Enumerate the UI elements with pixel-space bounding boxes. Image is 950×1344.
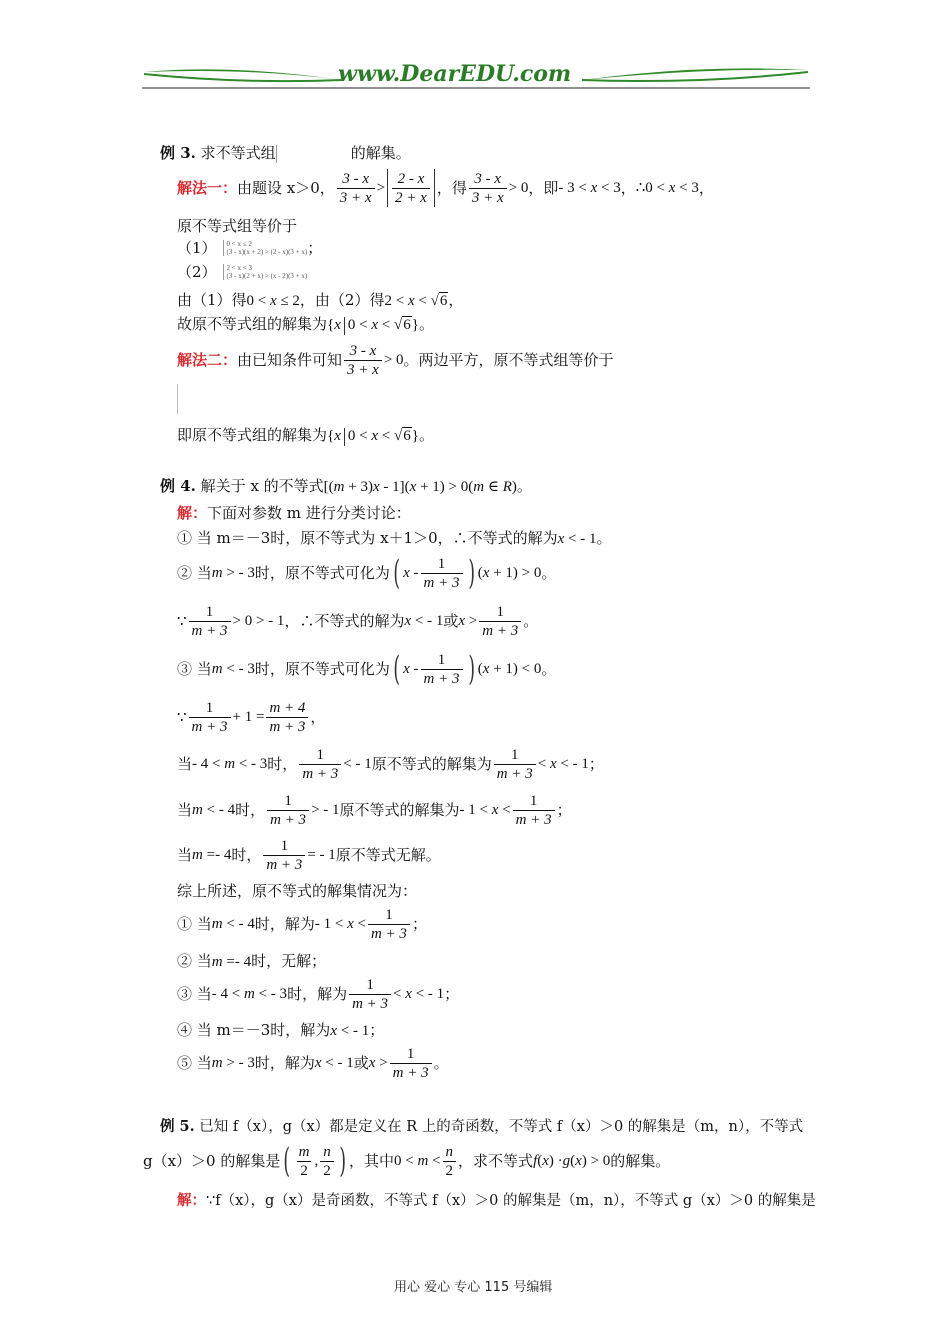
- ex3-system-image: [276, 145, 351, 163]
- solution1-label: 解法一：: [177, 179, 238, 197]
- header-logo: [142, 62, 810, 94]
- ex4-because1: ∵ $\frac{1}{m + 3}$ > 0 > - 1 ，∴不等式的解为 x < - 1 或 x > $\frac{1}{m + 3}$ 。: [177, 603, 539, 639]
- solution2-label: 解法二：: [177, 351, 238, 369]
- ex4-label: 例 4.: [160, 477, 196, 495]
- ex4-result3: ③ 当 - 4 < m < - 3 时，解为 $\frac{1}{m + 3}$ < x < - 1 ；: [177, 976, 460, 1012]
- ex5-label: 例 5.: [160, 1118, 195, 1135]
- ex3-case1: （1） 0 < x ≤ 2 (3 - x)(x + 2) > (2 - x)(3 + x) ；: [177, 239, 323, 257]
- ex3-question: 例 3. 求不等式组 的解集。: [160, 144, 411, 162]
- ex4-when1: 当 - 4 < m < - 3 时， $\frac{1}{m + 3}$ < - 1 原不等式的解集为 $\frac{1}{m + 3}$ < x < - 1 ；: [177, 746, 604, 782]
- ex3-solution1-line: 解法一： 由题设 x＞0， $\frac{3 - x}{3 + x}$ > $\frac{2 - x}{2 + x}$ ，得 $\frac{3 - x}{3 + x}$ > 0 ，即 - 3 < x < 3 ， ∴0 < x < 3 ，: [177, 170, 714, 206]
- ex4-result4: ④ 当 m＝－3时，解为x < - 1；: [177, 1021, 385, 1039]
- ex4-case1: ① 当 m＝－3时，原不等式为 x＋1＞0，∴不等式的解为x < - 1。: [177, 529, 612, 547]
- ex3-case2: （2） 2 < x < 3 (3 - x)(2 + x) > (x - 2)(3 + x): [177, 263, 308, 281]
- ex4-summary: 综上所述，原不等式的解集情况为：: [177, 882, 418, 900]
- logo-text: www.DearEDU.com: [338, 61, 572, 87]
- ex5-solution-label: 解：: [177, 1192, 206, 1209]
- ex4-solution-intro: 解：下面对参数 m 进行分类讨论：: [177, 504, 411, 522]
- ex3-solution-set-2: 即原不等式组的解集为{x 0 < x < √6}。: [177, 426, 434, 444]
- ex4-when2: 当 m < - 4 时， $\frac{1}{m + 3}$ > - 1 原不等式的解集为 - 1 < x < $\frac{1}{m + 3}$ ；: [177, 792, 572, 828]
- ex4-result2: ② 当m =- 4时，无解；: [177, 952, 327, 970]
- ex3-label: 例 3.: [160, 144, 196, 162]
- ex4-result1: ① 当 m < - 4 时，解为 - 1 < x < $\frac{1}{m + 3}$ ；: [177, 906, 427, 942]
- ex3-system-image-2: [177, 384, 268, 414]
- ex5-question-line1: 例 5. 已知 f（x），g（x）都是定义在 R 上的奇函数，不等式 f（x）＞0 的解集是（m，n），不等式: [160, 1118, 804, 1135]
- ex3-system2: 2 < x < 3 (3 - x)(2 + x) > (x - 2)(3 + x): [223, 264, 308, 280]
- ex3-solution-set-1: 故原不等式组的解集为{x 0 < x < √6}。: [177, 315, 434, 333]
- ex5-question-line2: g（x）＞0 的解集是 ( $\frac{m}{2}$ , $\frac{n}{2}$ ) ，其中 0 < m < $\frac{n}{2}$ ，求不等式 f(x) ·g(x) > 0 的解集。: [143, 1141, 671, 1181]
- ex4-question: 例 4. 解关于 x 的不等式[(m + 3)x - 1](x + 1) > 0(m ∈ R)。: [160, 477, 532, 495]
- ex4-when3: 当 m =- 4 时， $\frac{1}{m + 3}$ = - 1 原不等式无解。: [177, 837, 441, 873]
- ex3-result-line: 由（1）得0 < x ≤ 2，由（2）得2 < x < √6，: [177, 291, 464, 309]
- ex3-system1: 0 < x ≤ 2 (3 - x)(x + 2) > (2 - x)(3 + x): [223, 240, 308, 256]
- ex3-equivalent-line: 原不等式组等价于: [177, 217, 298, 235]
- ex4-case3: ③ 当 m < - 3 时，原不等式可化为 ( x - $\frac{1}{m + 3}$ ) (x + 1) < 0 。: [177, 649, 557, 689]
- ex4-case2: ② 当 m > - 3 时，原不等式可化为 ( x - $\frac{1}{m + 3}$ ) (x + 1) > 0 。: [177, 553, 557, 593]
- ex5-solution-line: 解：∵f（x），g（x）是奇函数，不等式 f（x）＞0 的解集是（m，n），不等式 g（x）＞0 的解集是: [177, 1192, 816, 1209]
- ex4-because2: ∵ $\frac{1}{m + 3}$ + 1 = $\frac{m + 4}{m + 3}$ ，: [177, 699, 326, 735]
- ex4-result5: ⑤ 当 m > - 3 时，解为 x < - 1 或 x > $\frac{1}{m + 3}$ 。: [177, 1045, 449, 1081]
- ex3-solution2-line: 解法二： 由已知条件可知 $\frac{3 - x}{3 + x}$ > 0 。两边平方，原不等式组等价于: [177, 342, 614, 378]
- solution-label: 解：: [177, 504, 208, 522]
- page-footer: 用心 爱心 专心 115 号编辑: [394, 1280, 553, 1295]
